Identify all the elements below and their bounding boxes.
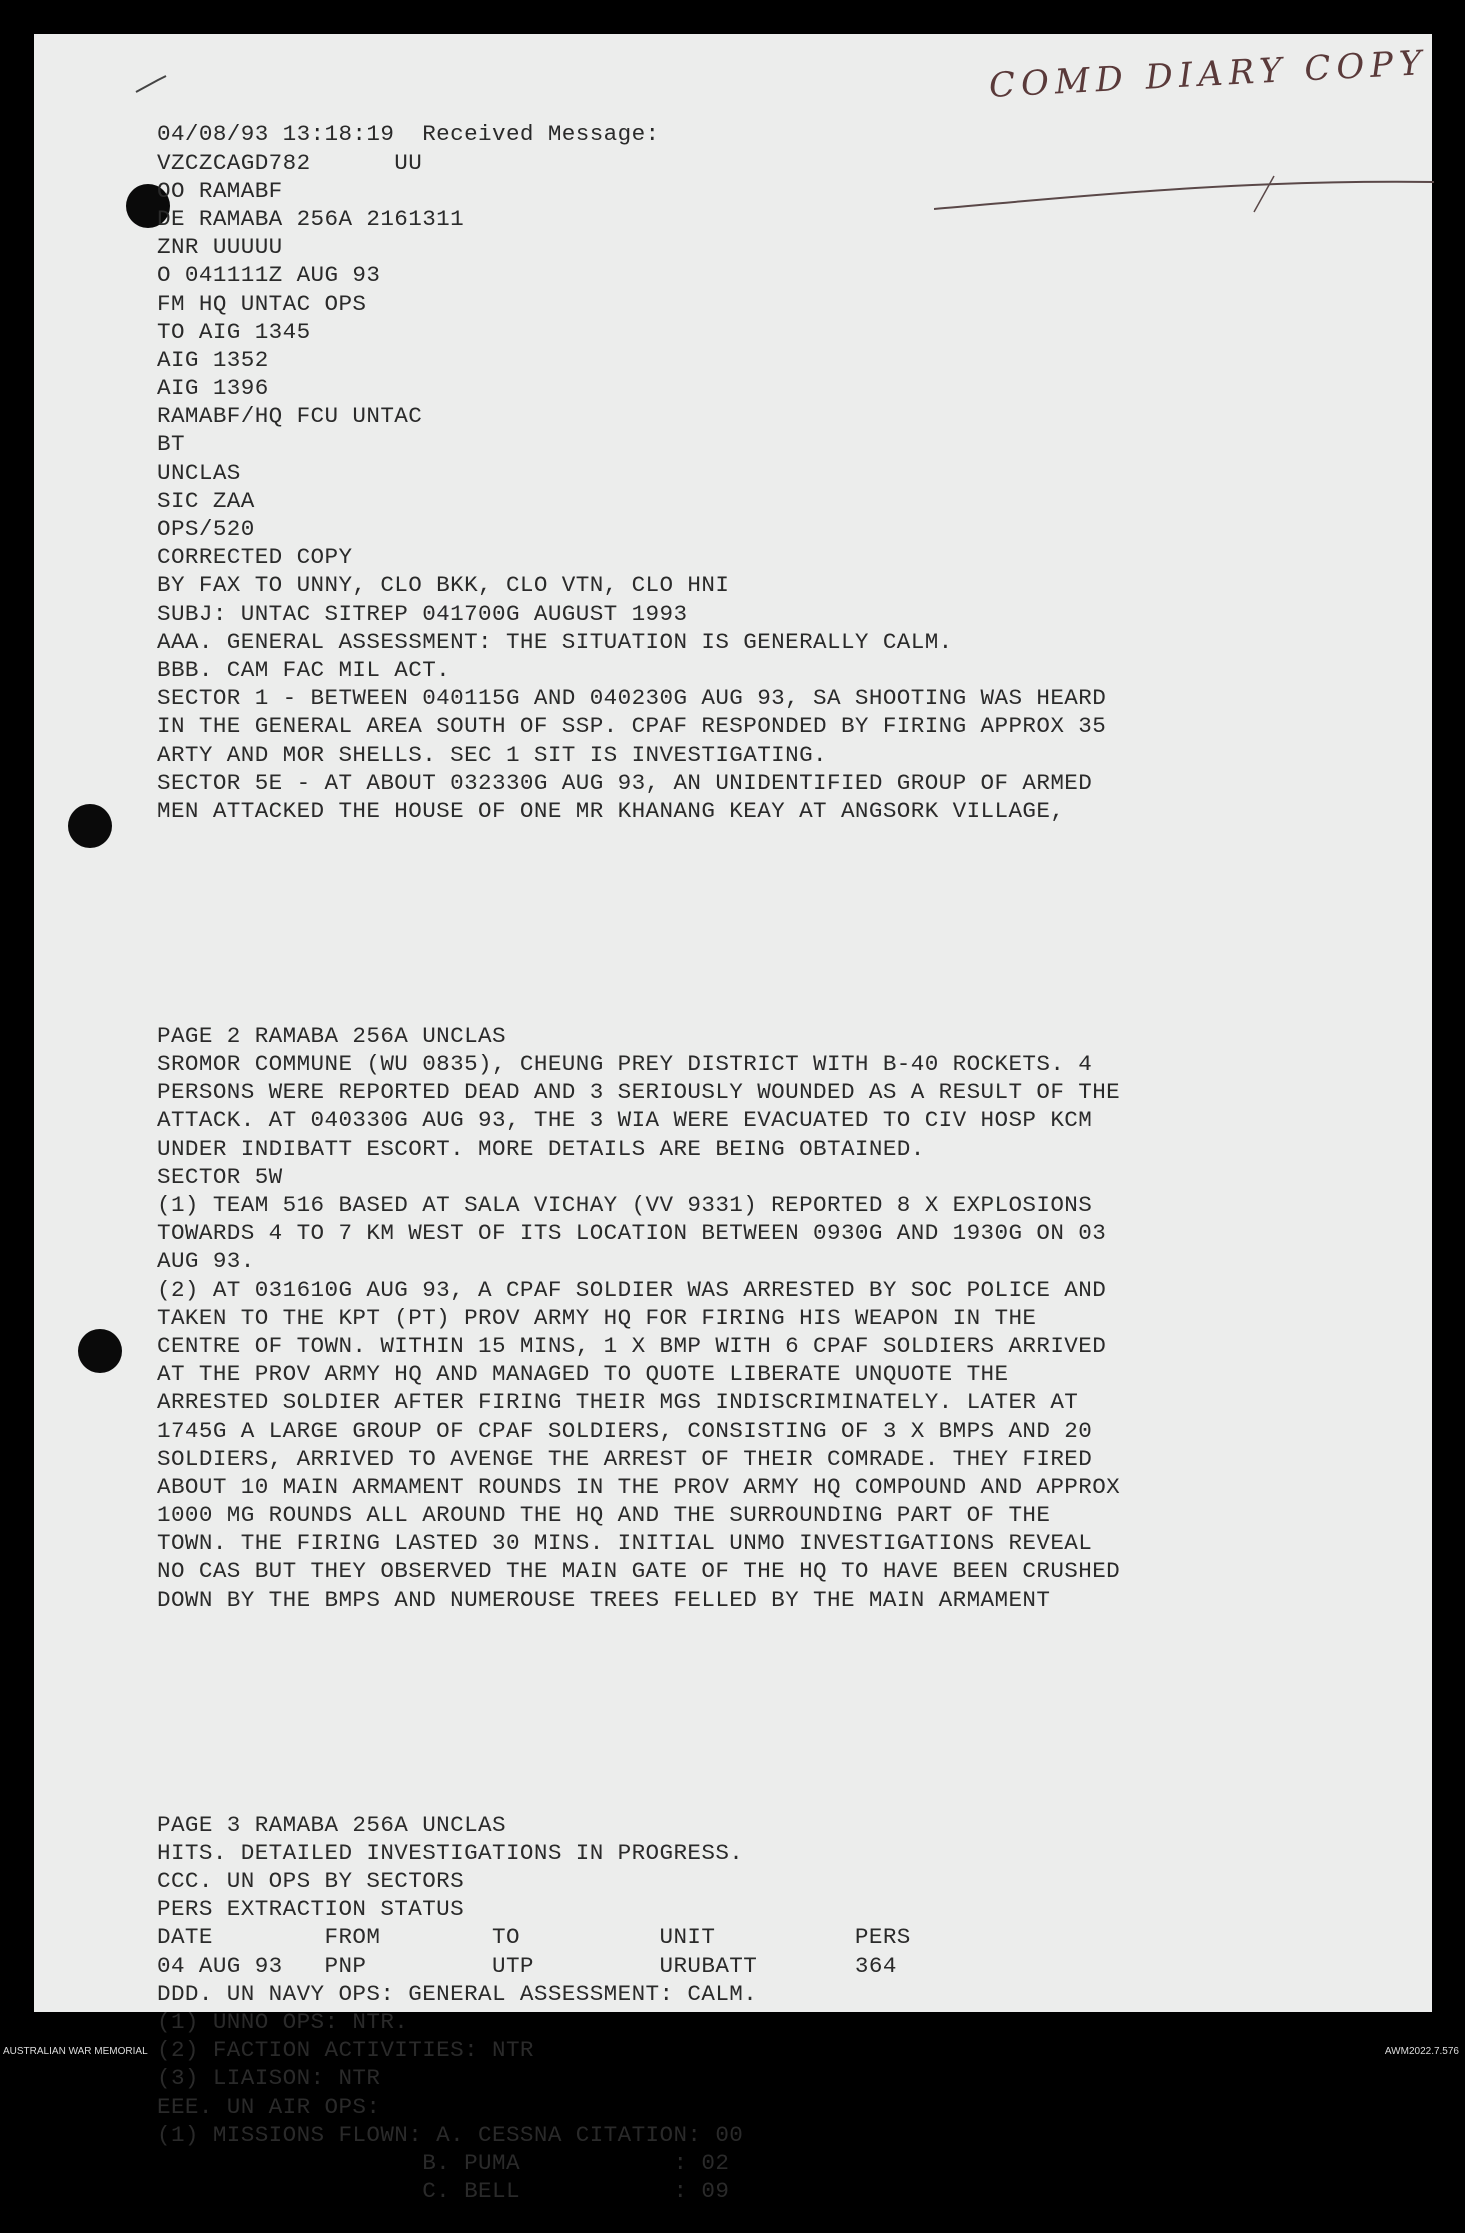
message-line: 1745G A LARGE GROUP OF CPAF SOLDIERS, CONSISTING OF 3 X BMPS AND 20 [157,1417,1093,1444]
message-line: FM HQ UNTAC OPS [157,290,367,317]
message-line: IN THE GENERAL AREA SOUTH OF SSP. CPAF RESPONDED BY FIRING APPROX 35 [157,713,1107,740]
archive-credit: AUSTRALIAN WAR MEMORIAL [3,2046,148,2057]
message-line: VZCZCAGD782 UU [157,149,423,176]
message-line: UNCLAS [157,459,241,486]
message-line: SOLDIERS, ARRIVED TO AVENGE THE ARREST OF THEIR COMRADE. THEY FIRED [157,1445,1093,1472]
message-line: AUG 93. [157,1248,255,1275]
message-line: NO CAS BUT THEY OBSERVED THE MAIN GATE OF THE HQ TO HAVE BEEN CRUSHED [157,1558,1121,1585]
punch-hole [68,804,112,848]
message-line: SIC ZAA [157,487,255,514]
handwritten-annotation: COMD DIARY COPY [988,43,1429,106]
message-line: DATE FROM TO UNIT PERS [157,1924,911,1951]
telex-message [157,64,1120,2233]
message-line: TO AIG 1345 [157,318,311,345]
message-line: 04/08/93 13:18:19 Received Message: [157,121,660,148]
message-line: OPS/520 [157,516,255,543]
message-line: AIG 1396 [157,375,269,402]
message-line: TOWARDS 4 TO 7 KM WEST OF ITS LOCATION BETWEEN 0930G AND 1930G ON 03 [157,1220,1107,1247]
message-line: (1) TEAM 516 BASED AT SALA VICHAY (VV 9331) REPORTED 8 X EXPLOSIONS [157,1192,1093,1219]
message-line: BY FAX TO UNNY, CLO BKK, CLO VTN, CLO HNI [157,572,730,599]
message-line: OO RAMABF [157,177,283,204]
message-line: ABOUT 10 MAIN ARMAMENT ROUNDS IN THE PROV ARMY HQ COMPOUND AND APPROX [157,1473,1121,1500]
message-line: UNDER INDIBATT ESCORT. MORE DETAILS ARE BEING OBTAINED. [157,1135,925,1162]
archive-reference: AWM2022.7.576 [1384,2046,1459,2057]
message-line: PERS EXTRACTION STATUS [157,1896,465,1923]
message-section-2 [157,1022,1120,1614]
message-line: RAMABF/HQ FCU UNTAC [157,403,423,430]
message-line: ATTACK. AT 040330G AUG 93, THE 3 WIA WERE EVACUATED TO CIV HOSP KCM [157,1107,1093,1134]
message-line: DOWN BY THE BMPS AND NUMEROUSE TREES FELLED BY THE MAIN ARMAMENT [157,1586,1051,1613]
message-section-1 [157,120,1120,825]
message-line: ARRESTED SOLDIER AFTER FIRING THEIR MGS INDISCRIMINATELY. LATER AT [157,1389,1079,1416]
message-line: ZNR UUUUU [157,234,283,261]
message-line: DE RAMABA 256A 2161311 [157,205,465,232]
message-line: SECTOR 5E - AT ABOUT 032330G AUG 93, AN UNIDENTIFIED GROUP OF ARMED [157,769,1093,796]
message-line: PAGE 2 RAMABA 256A UNCLAS [157,1022,506,1049]
message-line: CCC. UN OPS BY SECTORS [157,1868,465,1895]
message-line: TAKEN TO THE KPT (PT) PROV ARMY HQ FOR FIRING HIS WEAPON IN THE [157,1304,1037,1331]
message-line: PERSONS WERE REPORTED DEAD AND 3 SERIOUSLY WOUNDED AS A RESULT OF THE [157,1079,1121,1106]
message-line: DDD. UN NAVY OPS: GENERAL ASSESSMENT: CALM. [157,1980,758,2007]
message-line: PAGE 3 RAMABA 256A UNCLAS [157,1811,506,1838]
message-line: (3) LIAISON: NTR [157,2065,381,2092]
message-line: AT THE PROV ARMY HQ AND MANAGED TO QUOTE LIBERATE UNQUOTE THE [157,1361,1009,1388]
message-line: (2) AT 031610G AUG 93, A CPAF SOLDIER WAS ARRESTED BY SOC POLICE AND [157,1276,1107,1303]
message-line: BBB. CAM FAC MIL ACT. [157,656,451,683]
message-line: SECTOR 5W [157,1163,283,1190]
message-line: (2) FACTION ACTIVITIES: NTR [157,2037,534,2064]
message-line: (1) MISSIONS FLOWN: A. CESSNA CITATION: 00 [157,2121,744,2148]
message-line: TOWN. THE FIRING LASTED 30 MINS. INITIAL UNMO INVESTIGATIONS REVEAL [157,1530,1093,1557]
message-section-3 [157,1811,1120,2206]
message-line: EEE. UN AIR OPS: [157,2093,381,2120]
message-line: AIG 1352 [157,346,269,373]
message-line: CENTRE OF TOWN. WITHIN 15 MINS, 1 X BMP WITH 6 CPAF SOLDIERS ARRIVED [157,1332,1107,1359]
message-line: HITS. DETAILED INVESTIGATIONS IN PROGRESS. [157,1839,744,1866]
message-line: (1) UNNO OPS: NTR. [157,2008,409,2035]
message-line: 1000 MG ROUNDS ALL AROUND THE HQ AND THE SURROUNDING PART OF THE [157,1502,1051,1529]
message-line: SUBJ: UNTAC SITREP 041700G AUGUST 1993 [157,600,688,627]
message-line: B. PUMA : 02 [157,2149,730,2176]
message-line: CORRECTED COPY [157,544,353,571]
message-line: MEN ATTACKED THE HOUSE OF ONE MR KHANANG KEAY AT ANGSORK VILLAGE, [157,797,1065,824]
message-line: BT [157,431,185,458]
message-line: C. BELL : 09 [157,2178,730,2205]
message-line: SROMOR COMMUNE (WU 0835), CHEUNG PREY DISTRICT WITH B-40 ROCKETS. 4 [157,1051,1093,1078]
message-line: SECTOR 1 - BETWEEN 040115G AND 040230G AUG 93, SA SHOOTING WAS HEARD [157,685,1107,712]
punch-hole [78,1329,122,1373]
message-line: 04 AUG 93 PNP UTP URUBATT 364 [157,1952,897,1979]
message-line: AAA. GENERAL ASSESSMENT: THE SITUATION IS GENERALLY CALM. [157,628,953,655]
message-line: O 041111Z AUG 93 [157,262,381,289]
message-line: ARTY AND MOR SHELLS. SEC 1 SIT IS INVESTIGATING. [157,741,828,768]
